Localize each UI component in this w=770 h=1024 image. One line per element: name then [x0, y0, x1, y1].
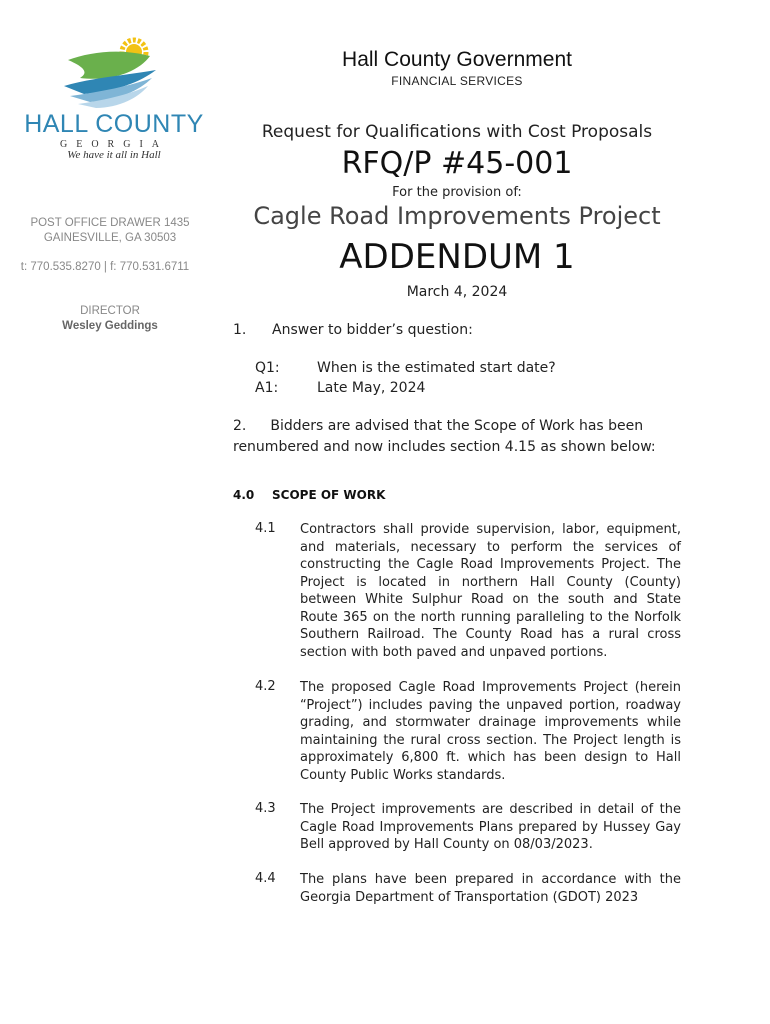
director-name: Wesley Geddings: [62, 320, 158, 332]
address-line-1: POST OFFICE DRAWER 1435: [30, 217, 190, 229]
address-line-2: GAINESVILLE, GA 30503: [43, 232, 177, 244]
section-4-2-text: The proposed Cagle Road Improvements Project (herein “Project”) includes paving the unpaved portion, roadway grading, and stormwater drainage improvements while maintaining the rural cross section. The Project length is approximately 6,800 ft. which has been design to Hall County Public Works standards.: [300, 680, 681, 783]
section-4-1-text: Contractors shall provide supervision, labor, equipment, and materials, necessary to perform the services of constructing the Cagle Road Improvements Project. The Project is located in northern Hall County (County) between White Sulphur Road on the south and State Route 365 on the north running paralleling to the Norfolk Southern Railroad. The County Road has a rural cross section with both paved and unpaved portions.: [300, 522, 681, 660]
item-2-text: Bidders are advised that the Scope of Work has been renumbered and now includes section 4.15 as shown below:: [233, 418, 656, 455]
item-2-number: 2.: [233, 418, 247, 434]
government-title: Hall County Government: [342, 48, 572, 71]
phone-fax: t: 770.535.8270 | f: 770.531.6711: [20, 261, 190, 273]
section-4-4-text: The plans have been prepared in accordance with the Georgia Department of Transportation (GDOT) 2023: [300, 872, 681, 905]
scope-number: 4.0: [233, 488, 255, 502]
answer-label: A1:: [255, 380, 279, 396]
rfq-number: RFQ/P #45-001: [341, 146, 573, 181]
project-title: Cagle Road Improvements Project: [253, 202, 661, 230]
rfq-heading: Request for Qualifications with Cost Proposals: [261, 122, 653, 142]
section-4-3-text: The Project improvements are described in detail of the Cagle Road Improvements Plans prepared by Hussey Gay Bell approved by Hall County on 08/03/2023.: [300, 802, 681, 852]
section-4-2-number: 4.2: [255, 679, 276, 694]
scope-title: SCOPE OF WORK: [272, 488, 386, 502]
logo-name: HALL COUNTY: [24, 110, 204, 138]
question-text: When is the estimated start date?: [317, 360, 556, 376]
item-2: [233, 416, 693, 458]
addendum-date: March 4, 2024: [406, 284, 508, 300]
section-4-3-number: 4.3: [255, 801, 276, 816]
addendum-title: ADDENDUM 1: [339, 237, 575, 277]
question-label: Q1:: [255, 360, 280, 376]
director-title: DIRECTOR: [80, 305, 140, 317]
item-1-number: 1.: [233, 322, 247, 338]
department-name: FINANCIAL SERVICES: [391, 74, 523, 88]
item-1-text: Answer to bidder’s question:: [272, 322, 473, 338]
hall-county-emblem-icon: [60, 30, 170, 110]
section-4-1-number: 4.1: [255, 521, 276, 536]
hall-county-logo: [24, 30, 204, 162]
provision-label: For the provision of:: [392, 185, 522, 200]
logo-tagline: We have it all in Hall: [67, 149, 161, 161]
section-4-4-number: 4.4: [255, 871, 276, 886]
logo-state: GEORGIA: [60, 139, 168, 150]
answer-text: Late May, 2024: [317, 380, 426, 396]
